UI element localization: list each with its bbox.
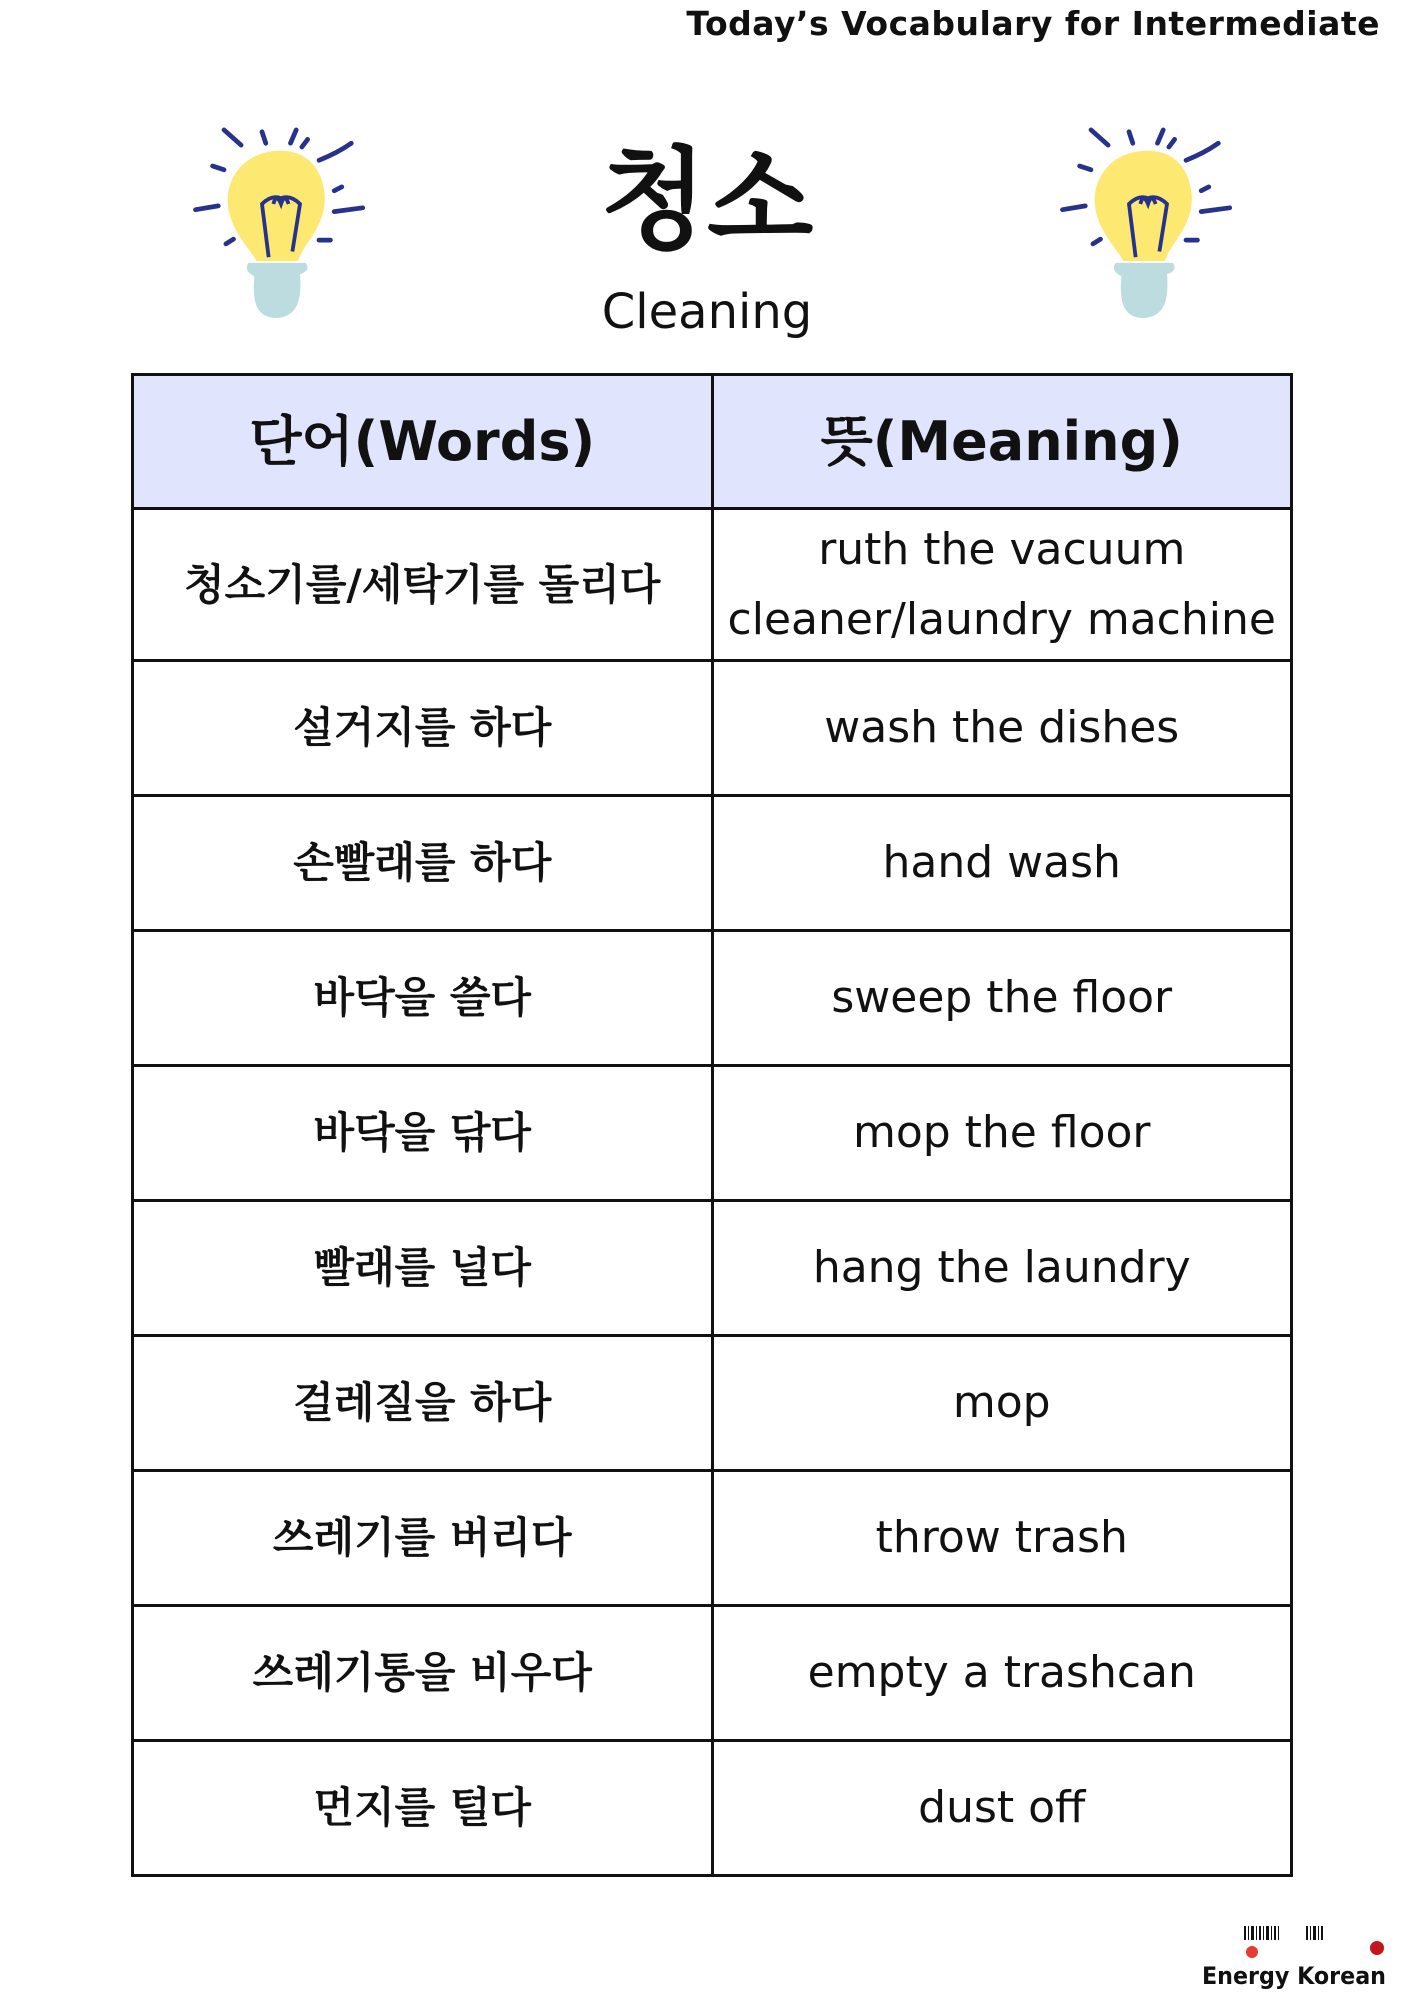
word-cell: 쓰레기통을 비우다 bbox=[133, 1606, 713, 1741]
svg-text:Energy Korean: Energy Korean bbox=[1202, 1962, 1386, 1990]
vocabulary-table bbox=[131, 373, 1293, 1877]
table-row bbox=[133, 1741, 1292, 1876]
header-text: Today’s Vocabulary for Intermediate bbox=[686, 4, 1380, 43]
meaning-cell: empty a trashcan bbox=[712, 1606, 1292, 1741]
word-cell: 걸레질을 하다 bbox=[133, 1336, 713, 1471]
table-row bbox=[133, 661, 1292, 796]
table-row bbox=[133, 1471, 1292, 1606]
word-cell: 빨래를 널다 bbox=[133, 1201, 713, 1336]
table-header-row bbox=[133, 375, 1292, 509]
word-cell: 바닥을 닦다 bbox=[133, 1066, 713, 1201]
meaning-cell: throw trash bbox=[712, 1471, 1292, 1606]
energy-korean-logo bbox=[1194, 1920, 1394, 2000]
word-cell: 손빨래를 하다 bbox=[133, 796, 713, 931]
word-cell: 바닥을 쓸다 bbox=[133, 931, 713, 1066]
meaning-cell: mop bbox=[712, 1336, 1292, 1471]
table-row bbox=[133, 1336, 1292, 1471]
table-row bbox=[133, 1606, 1292, 1741]
word-cell: 먼지를 털다 bbox=[133, 1741, 713, 1876]
meaning-cell: sweep the floor bbox=[712, 931, 1292, 1066]
word-cell: 청소기를/세탁기를 돌리다 bbox=[133, 509, 713, 661]
header-words: 단어(Words) bbox=[133, 375, 713, 509]
word-cell: 설거지를 하다 bbox=[133, 661, 713, 796]
page-subtitle: Cleaning bbox=[601, 284, 813, 340]
page-title: 청소 bbox=[600, 136, 814, 264]
meaning-cell: mop the floor bbox=[712, 1066, 1292, 1201]
table-row bbox=[133, 509, 1292, 661]
table-row bbox=[133, 1201, 1292, 1336]
table-row bbox=[133, 1066, 1292, 1201]
meaning-cell: hang the laundry bbox=[712, 1201, 1292, 1336]
table-row bbox=[133, 796, 1292, 931]
meaning-cell: ruth the vacuum cleaner/laundry machine bbox=[712, 509, 1292, 661]
meaning-cell: wash the dishes bbox=[712, 661, 1292, 796]
header-meaning: 뜻(Meaning) bbox=[712, 375, 1292, 509]
table-row bbox=[133, 931, 1292, 1066]
word-cell: 쓰레기를 버리다 bbox=[133, 1471, 713, 1606]
meaning-cell: hand wash bbox=[712, 796, 1292, 931]
meaning-cell: dust off bbox=[712, 1741, 1292, 1876]
